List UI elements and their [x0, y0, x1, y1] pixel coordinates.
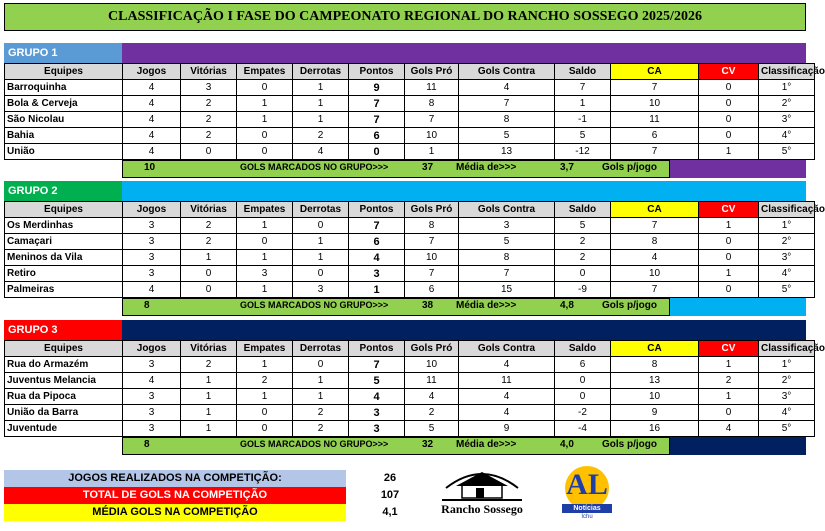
- table-row: [5, 357, 815, 373]
- stat-cell: 11: [611, 112, 699, 128]
- stat-cell: 0: [293, 218, 349, 234]
- table-header-row: [5, 341, 815, 357]
- group-2: [4, 181, 825, 316]
- stat-cell: 5: [405, 421, 459, 437]
- stat-cell: 2: [181, 234, 237, 250]
- stat-cell: 2: [405, 405, 459, 421]
- group-label: GRUPO 3: [4, 320, 122, 340]
- group-summary: [4, 160, 806, 178]
- stat-cell: 1: [699, 218, 759, 234]
- stat-cell: 1°: [759, 357, 815, 373]
- group-header: [4, 181, 806, 201]
- stat-cell: 7: [349, 112, 405, 128]
- stat-cell: 1: [293, 234, 349, 250]
- stat-cell: 7: [611, 282, 699, 298]
- summary-games: 10: [144, 162, 156, 173]
- stat-cell: 4°: [759, 405, 815, 421]
- stat-cell: 8: [405, 96, 459, 112]
- stat-cell: -4: [555, 421, 611, 437]
- stat-cell: 4: [123, 373, 181, 389]
- stat-cell: 4°: [759, 128, 815, 144]
- group-header: [4, 320, 806, 340]
- column-header: Gols Contra: [459, 64, 555, 80]
- table-row: [5, 250, 815, 266]
- column-header: Derrotas: [293, 64, 349, 80]
- table-row: [5, 218, 815, 234]
- table-row: [5, 112, 815, 128]
- stat-cell: 1: [237, 357, 293, 373]
- stat-cell: 7: [349, 218, 405, 234]
- summary-goals: 38: [422, 300, 434, 311]
- column-header: Vitórias: [181, 64, 237, 80]
- stat-cell: 1: [699, 266, 759, 282]
- stat-cell: 11: [459, 373, 555, 389]
- stat-cell: 10: [611, 389, 699, 405]
- stat-cell: 9: [349, 80, 405, 96]
- stat-cell: 9: [611, 405, 699, 421]
- stat-cell: 10: [405, 250, 459, 266]
- stat-cell: 4: [349, 250, 405, 266]
- summary-bar: [122, 298, 670, 316]
- stat-cell: 8: [405, 218, 459, 234]
- team-name: Palmeiras: [5, 282, 123, 298]
- stat-cell: 3: [181, 80, 237, 96]
- page-title: CLASSIFICAÇÃO I FASE DO CAMPEONATO REGIONAL DO RANCHO SOSSEGO 2025/2026: [4, 3, 806, 31]
- average-goals-value: 4,1: [382, 506, 398, 518]
- stat-cell: 3: [123, 421, 181, 437]
- group-label: GRUPO 2: [4, 181, 122, 201]
- stat-cell: 5°: [759, 282, 815, 298]
- stat-cell: 8: [459, 250, 555, 266]
- column-header: Gols Pró: [405, 341, 459, 357]
- summary-color-bar: [670, 298, 806, 316]
- stat-cell: 2°: [759, 373, 815, 389]
- stat-cell: 1: [237, 112, 293, 128]
- stat-cell: 3: [349, 405, 405, 421]
- media-label: Média de>>>: [456, 300, 517, 311]
- team-name: Juventude: [5, 421, 123, 437]
- stat-cell: 3°: [759, 389, 815, 405]
- stat-cell: 10: [405, 357, 459, 373]
- table-row: [5, 128, 815, 144]
- stat-cell: 1: [293, 389, 349, 405]
- stat-cell: 1: [293, 112, 349, 128]
- stat-cell: 3: [123, 266, 181, 282]
- stat-cell: 7: [459, 96, 555, 112]
- stat-cell: 2: [237, 373, 293, 389]
- stat-cell: 4: [405, 389, 459, 405]
- column-header: Empates: [237, 202, 293, 218]
- team-name: Camaçari: [5, 234, 123, 250]
- stat-cell: 8: [459, 112, 555, 128]
- column-header: CV: [699, 202, 759, 218]
- group-color-bar: [122, 43, 806, 63]
- stat-cell: 13: [611, 373, 699, 389]
- stat-cell: 10: [405, 128, 459, 144]
- stat-cell: 2°: [759, 234, 815, 250]
- al-noticias-logo: [556, 462, 618, 524]
- summary-average: 4,0: [560, 439, 574, 450]
- stat-cell: 0: [293, 357, 349, 373]
- stat-cell: 0: [555, 373, 611, 389]
- stat-cell: 2: [181, 128, 237, 144]
- stat-cell: 11: [405, 80, 459, 96]
- column-header: Jogos: [123, 64, 181, 80]
- al-logo-text: AL: [566, 468, 608, 501]
- team-name: Rua do Armazém: [5, 357, 123, 373]
- stat-cell: 2: [555, 234, 611, 250]
- stat-cell: 1: [237, 282, 293, 298]
- column-header: Classificação: [759, 202, 815, 218]
- stat-cell: 2: [181, 218, 237, 234]
- group-summary: [4, 437, 806, 455]
- stat-cell: 5: [555, 218, 611, 234]
- stat-cell: 0: [181, 282, 237, 298]
- stat-cell: 4: [611, 250, 699, 266]
- column-header: Pontos: [349, 202, 405, 218]
- stat-cell: 0: [699, 112, 759, 128]
- column-header: Empates: [237, 64, 293, 80]
- column-header: Pontos: [349, 341, 405, 357]
- rancho-sossego-logo: [432, 466, 532, 518]
- table-row: [5, 282, 815, 298]
- stat-cell: 4: [123, 128, 181, 144]
- group-color-bar: [122, 181, 806, 201]
- stat-cell: 2: [293, 405, 349, 421]
- stat-cell: 6: [349, 234, 405, 250]
- table-header-row: [5, 64, 815, 80]
- stat-cell: 1: [293, 373, 349, 389]
- column-header: Pontos: [349, 64, 405, 80]
- stat-cell: 2: [699, 373, 759, 389]
- stat-cell: 0: [699, 250, 759, 266]
- stat-cell: 0: [699, 405, 759, 421]
- stat-cell: 0: [293, 266, 349, 282]
- total-games-label: JOGOS REALIZADOS NA COMPETIÇÃO:: [68, 472, 282, 484]
- stat-cell: 1: [293, 250, 349, 266]
- stat-cell: 8: [611, 357, 699, 373]
- team-name: União: [5, 144, 123, 160]
- stat-cell: 0: [181, 144, 237, 160]
- stat-cell: 0: [237, 80, 293, 96]
- media-label: Média de>>>: [456, 162, 517, 173]
- column-header: Gols Pró: [405, 64, 459, 80]
- column-header: Empates: [237, 341, 293, 357]
- table-row: [5, 266, 815, 282]
- stat-cell: 0: [699, 80, 759, 96]
- column-header: Saldo: [555, 341, 611, 357]
- stat-cell: 1: [237, 96, 293, 112]
- goals-per-game-label: Gols p/jogo: [602, 162, 657, 173]
- team-name: Barroquinha: [5, 80, 123, 96]
- table-row: [5, 389, 815, 405]
- summary-goals: 32: [422, 439, 434, 450]
- table-row: [5, 373, 815, 389]
- stat-cell: 1: [699, 357, 759, 373]
- stat-cell: 4: [123, 112, 181, 128]
- media-label: Média de>>>: [456, 439, 517, 450]
- stat-cell: 2: [181, 112, 237, 128]
- stat-cell: 2: [181, 357, 237, 373]
- stat-cell: 1: [181, 250, 237, 266]
- standings-table: [4, 201, 825, 298]
- table-row: [5, 144, 815, 160]
- column-header: Jogos: [123, 341, 181, 357]
- stat-cell: 0: [237, 421, 293, 437]
- stat-cell: 7: [405, 112, 459, 128]
- team-name: União da Barra: [5, 405, 123, 421]
- stat-cell: 7: [555, 80, 611, 96]
- summary-goals: 37: [422, 162, 434, 173]
- stat-cell: 2: [555, 250, 611, 266]
- stat-cell: 0: [699, 234, 759, 250]
- stat-cell: 2: [181, 96, 237, 112]
- stat-cell: 0: [237, 128, 293, 144]
- summary-color-bar: [670, 160, 806, 178]
- group-color-bar: [122, 320, 806, 340]
- group-label: GRUPO 1: [4, 43, 122, 63]
- stat-cell: 1: [181, 421, 237, 437]
- summary-label: GOLS MARCADOS NO GRUPO>>>: [240, 300, 389, 310]
- stat-cell: 4: [123, 282, 181, 298]
- stat-cell: 4: [123, 96, 181, 112]
- team-name: Rua da Pipoca: [5, 389, 123, 405]
- stat-cell: 1: [237, 250, 293, 266]
- stat-cell: 3: [459, 218, 555, 234]
- stat-cell: 1: [699, 144, 759, 160]
- stat-cell: 0: [699, 128, 759, 144]
- column-header: CA: [611, 202, 699, 218]
- stat-cell: 3: [349, 421, 405, 437]
- goals-per-game-label: Gols p/jogo: [602, 300, 657, 311]
- total-goals-label: TOTAL DE GOLS NA COMPETIÇÃO: [82, 489, 268, 501]
- table-row: [5, 405, 815, 421]
- competition-totals: [4, 470, 346, 521]
- stat-cell: 1°: [759, 218, 815, 234]
- stat-cell: 3: [123, 357, 181, 373]
- stat-cell: 7: [459, 266, 555, 282]
- average-goals-label: MÉDIA GOLS NA COMPETIÇÃO: [92, 506, 258, 518]
- column-header: Gols Pró: [405, 202, 459, 218]
- stat-cell: 6: [405, 282, 459, 298]
- column-header: Saldo: [555, 64, 611, 80]
- stat-cell: 1: [699, 389, 759, 405]
- stat-cell: 5°: [759, 144, 815, 160]
- stat-cell: 4: [459, 80, 555, 96]
- stat-cell: 7: [611, 218, 699, 234]
- table-row: [5, 80, 815, 96]
- stat-cell: 1: [181, 405, 237, 421]
- summary-games: 8: [144, 300, 150, 311]
- stat-cell: 2°: [759, 96, 815, 112]
- summary-label: GOLS MARCADOS NO GRUPO>>>: [240, 162, 389, 172]
- rancho-logo-text: Rancho Sossego: [441, 502, 523, 516]
- ichu-logo-text: Ichu: [581, 514, 593, 520]
- stat-cell: 3: [293, 282, 349, 298]
- summary-bar: [122, 437, 670, 455]
- goals-per-game-label: Gols p/jogo: [602, 439, 657, 450]
- stat-cell: 3: [237, 266, 293, 282]
- summary-average: 4,8: [560, 300, 574, 311]
- column-header: Equipes: [5, 341, 123, 357]
- column-header: Gols Contra: [459, 341, 555, 357]
- stat-cell: 6: [555, 357, 611, 373]
- stat-cell: 6: [349, 128, 405, 144]
- stat-cell: 16: [611, 421, 699, 437]
- column-header: Equipes: [5, 64, 123, 80]
- stat-cell: 1: [349, 282, 405, 298]
- stat-cell: 0: [555, 266, 611, 282]
- stat-cell: 3: [123, 250, 181, 266]
- stat-cell: 1: [405, 144, 459, 160]
- table-row: [5, 96, 815, 112]
- column-header: Jogos: [123, 202, 181, 218]
- total-games-row: [4, 470, 346, 487]
- column-header: Classificação: [759, 64, 815, 80]
- stat-cell: 0: [699, 282, 759, 298]
- column-header: Vitórias: [181, 202, 237, 218]
- team-name: São Nicolau: [5, 112, 123, 128]
- stat-cell: -1: [555, 112, 611, 128]
- summary-average: 3,7: [560, 162, 574, 173]
- stat-cell: 1: [293, 80, 349, 96]
- stat-cell: 4°: [759, 266, 815, 282]
- stat-cell: 7: [349, 96, 405, 112]
- stat-cell: 15: [459, 282, 555, 298]
- stat-cell: -2: [555, 405, 611, 421]
- team-name: Juventus Melancia: [5, 373, 123, 389]
- stat-cell: 7: [611, 144, 699, 160]
- stat-cell: 4: [699, 421, 759, 437]
- total-goals-value: 107: [380, 489, 400, 501]
- team-name: Bahia: [5, 128, 123, 144]
- stat-cell: 1: [181, 389, 237, 405]
- stat-cell: 11: [405, 373, 459, 389]
- summary-color-bar: [670, 437, 806, 455]
- column-header: Vitórias: [181, 341, 237, 357]
- stat-cell: 5: [349, 373, 405, 389]
- stat-cell: 0: [237, 234, 293, 250]
- column-header: CV: [699, 341, 759, 357]
- stat-cell: 5: [459, 234, 555, 250]
- stat-cell: 2: [293, 421, 349, 437]
- column-header: CV: [699, 64, 759, 80]
- group-summary: [4, 298, 806, 316]
- team-name: Os Merdinhas: [5, 218, 123, 234]
- stat-cell: 0: [349, 144, 405, 160]
- stat-cell: 1°: [759, 80, 815, 96]
- stat-cell: 1: [181, 373, 237, 389]
- standings-table: [4, 63, 825, 160]
- stat-cell: 10: [611, 96, 699, 112]
- stat-cell: 0: [237, 144, 293, 160]
- column-header: Derrotas: [293, 341, 349, 357]
- stat-cell: 1: [237, 389, 293, 405]
- stat-cell: 7: [349, 357, 405, 373]
- stat-cell: 6: [611, 128, 699, 144]
- column-header: CA: [611, 341, 699, 357]
- stat-cell: 0: [237, 405, 293, 421]
- stat-cell: 3: [349, 266, 405, 282]
- summary-games: 8: [144, 439, 150, 450]
- column-header: Gols Contra: [459, 202, 555, 218]
- stat-cell: 4: [459, 405, 555, 421]
- stat-cell: 4: [349, 389, 405, 405]
- total-goals-row: [4, 487, 346, 504]
- column-header: Equipes: [5, 202, 123, 218]
- stat-cell: 3°: [759, 112, 815, 128]
- stat-cell: 4: [459, 357, 555, 373]
- stat-cell: 10: [611, 266, 699, 282]
- group-1: [4, 43, 825, 178]
- stat-cell: 1: [237, 218, 293, 234]
- house-icon: [432, 466, 532, 504]
- table-row: [5, 234, 815, 250]
- table-header-row: [5, 202, 815, 218]
- stat-cell: 3: [123, 389, 181, 405]
- group-3: [4, 320, 825, 455]
- stat-cell: 3: [123, 405, 181, 421]
- stat-cell: 5°: [759, 421, 815, 437]
- stat-cell: 7: [405, 266, 459, 282]
- group-header: [4, 43, 806, 63]
- team-name: Meninos da Vila: [5, 250, 123, 266]
- stat-cell: 8: [611, 234, 699, 250]
- stat-cell: 4: [293, 144, 349, 160]
- column-header: Classificação: [759, 341, 815, 357]
- stat-cell: -12: [555, 144, 611, 160]
- average-goals-row: [4, 504, 346, 521]
- column-header: CA: [611, 64, 699, 80]
- stat-cell: 3°: [759, 250, 815, 266]
- team-name: Retiro: [5, 266, 123, 282]
- stat-cell: 3: [123, 234, 181, 250]
- total-games-value: 26: [383, 472, 397, 484]
- stat-cell: 2: [293, 128, 349, 144]
- stat-cell: 9: [459, 421, 555, 437]
- stat-cell: 3: [123, 218, 181, 234]
- column-header: Derrotas: [293, 202, 349, 218]
- team-name: Bola & Cerveja: [5, 96, 123, 112]
- summary-bar: [122, 160, 670, 178]
- stat-cell: 7: [405, 234, 459, 250]
- stat-cell: 0: [699, 96, 759, 112]
- stat-cell: 0: [181, 266, 237, 282]
- stat-cell: 5: [459, 128, 555, 144]
- stat-cell: 1: [555, 96, 611, 112]
- stat-cell: 5: [555, 128, 611, 144]
- table-row: [5, 421, 815, 437]
- column-header: Saldo: [555, 202, 611, 218]
- stat-cell: 0: [555, 389, 611, 405]
- stat-cell: 4: [459, 389, 555, 405]
- standings-table: [4, 340, 825, 437]
- stat-cell: 7: [611, 80, 699, 96]
- stat-cell: -9: [555, 282, 611, 298]
- noticias-logo-text: Notícias: [562, 504, 612, 513]
- summary-label: GOLS MARCADOS NO GRUPO>>>: [240, 439, 389, 449]
- stat-cell: 4: [123, 144, 181, 160]
- stat-cell: 4: [123, 80, 181, 96]
- stat-cell: 13: [459, 144, 555, 160]
- stat-cell: 1: [293, 96, 349, 112]
